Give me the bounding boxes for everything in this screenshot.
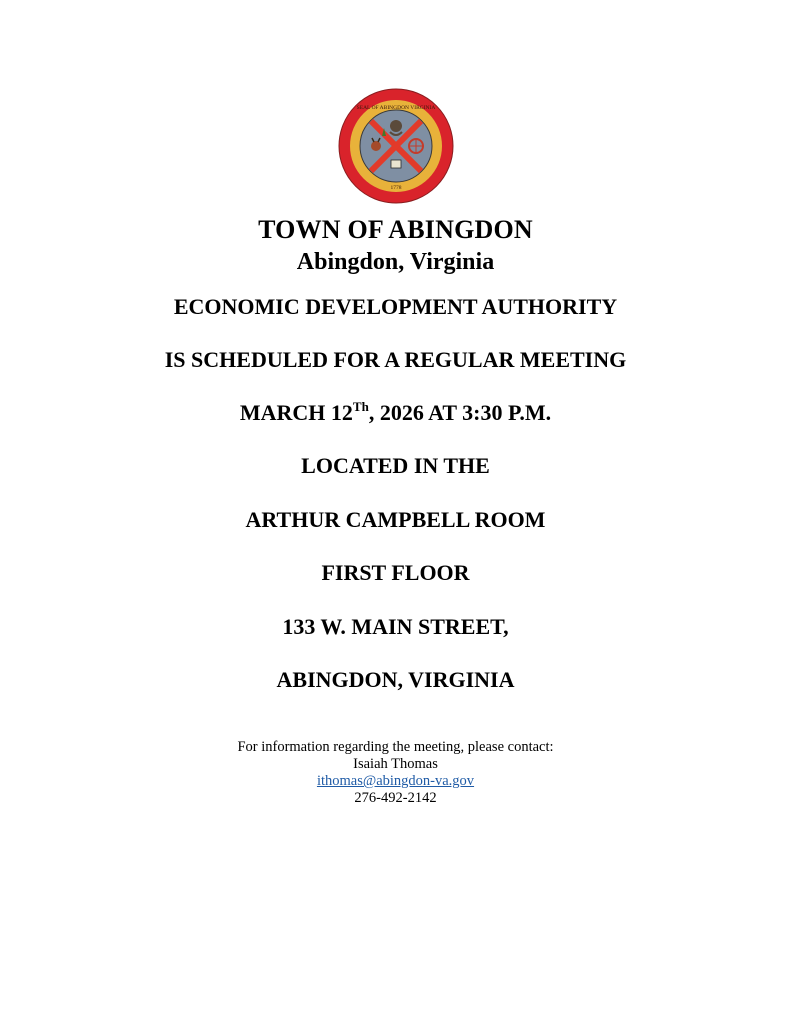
meeting-type-line: IS SCHEDULED FOR A REGULAR MEETING: [164, 347, 627, 372]
contact-email-line: [0, 773, 791, 790]
seal-year: 1778: [390, 185, 402, 191]
contact-name: Isaiah Thomas: [353, 756, 438, 772]
floor-line: FIRST FLOOR: [321, 560, 470, 585]
page-subtitle: Abingdon, Virginia: [296, 249, 495, 275]
date-ordinal-suffix: Th: [352, 399, 369, 414]
street-line: 133 W. MAIN STREET,: [282, 614, 509, 639]
meeting-date-line: [0, 400, 791, 426]
seal-ring-text: SEAL OF ABINGDON VIRGINIA: [356, 105, 436, 111]
city-line: ABINGDON, VIRGINIA: [276, 667, 515, 692]
town-seal-logo: [338, 88, 454, 204]
authority-heading: ECONOMIC DEVELOPMENT AUTHORITY: [173, 294, 618, 319]
date-prefix: MARCH 12: [239, 400, 353, 425]
page-title: TOWN OF ABINGDON: [258, 215, 533, 244]
room-line: ARTHUR CAMPBELL ROOM: [245, 507, 546, 532]
contact-intro: For information regarding the meeting, please contact:: [237, 739, 554, 755]
contact-email-link[interactable]: ithomas@abingdon-va.gov: [316, 773, 475, 789]
date-rest: , 2026 AT 3:30 P.M.: [368, 400, 552, 425]
contact-phone: 276-492-2142: [354, 790, 437, 806]
located-line: LOCATED IN THE: [301, 453, 490, 478]
